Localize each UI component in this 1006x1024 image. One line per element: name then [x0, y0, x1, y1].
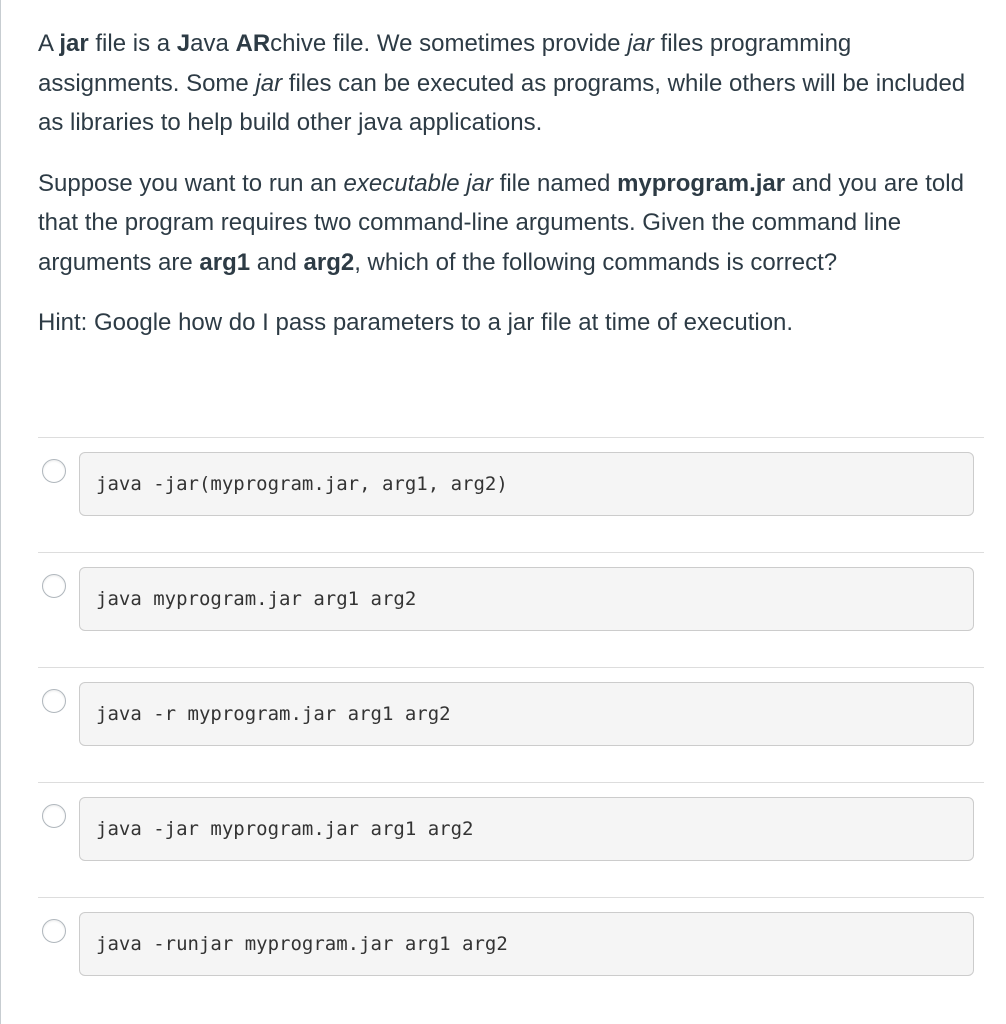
text-span: files can be executed as programs, while others will be included as libraries to help build other java applications.: [38, 69, 966, 136]
question-paragraph-intro: [38, 24, 988, 143]
bold-term: myprogram.jar: [617, 169, 786, 197]
answer-option[interactable]: [38, 667, 984, 782]
text-span: A: [38, 30, 60, 57]
question-text: [38, 24, 988, 364]
answer-option[interactable]: [38, 782, 984, 897]
text-span: file is a: [88, 30, 177, 57]
answer-radio-button[interactable]: [42, 804, 66, 828]
question-paragraph-hint: Hint: Google how do I pass parameters to a jar file at time of execution.: [38, 309, 794, 336]
text-span: ava: [190, 30, 236, 57]
text-span: chive file. We sometimes provide: [270, 30, 628, 57]
italic-term: jar: [255, 69, 283, 97]
answer-code-label[interactable]: java -jar(myprogram.jar, arg1, arg2): [79, 452, 974, 516]
text-span: and: [250, 248, 304, 276]
answer-radio-button[interactable]: [42, 459, 66, 483]
answer-code-label[interactable]: java -runjar myprogram.jar arg1 arg2: [79, 912, 974, 976]
answer-radio-button[interactable]: [42, 574, 66, 598]
answer-option[interactable]: [38, 552, 984, 667]
bold-term: J: [176, 30, 191, 57]
question-paragraph-prompt: [38, 164, 988, 283]
bold-term: jar: [59, 30, 89, 57]
italic-term: jar: [627, 30, 654, 57]
text-span: Suppose you want to run an: [38, 169, 344, 197]
italic-term: executable jar: [343, 169, 493, 197]
answer-list: [38, 437, 984, 1012]
answer-radio-button[interactable]: [42, 919, 66, 943]
answer-radio-button[interactable]: [42, 689, 66, 713]
answer-code-label[interactable]: java myprogram.jar arg1 arg2: [79, 567, 974, 631]
text-span: files programming assignments. Some: [38, 30, 852, 97]
answer-option[interactable]: [38, 437, 984, 552]
answer-code-label[interactable]: java -jar myprogram.jar arg1 arg2: [79, 797, 974, 861]
text-span: , which of the following commands is correct?: [354, 248, 838, 276]
answer-code-label[interactable]: java -r myprogram.jar arg1 arg2: [79, 682, 974, 746]
text-span: and you are told that the program requires two command-line arguments. Given the command line arguments are: [38, 169, 964, 276]
bold-term: AR: [235, 30, 271, 57]
bold-term: arg1: [199, 248, 251, 276]
text-span: file named: [492, 169, 618, 197]
bold-term: arg2: [303, 248, 355, 276]
answer-option[interactable]: [38, 897, 984, 1012]
